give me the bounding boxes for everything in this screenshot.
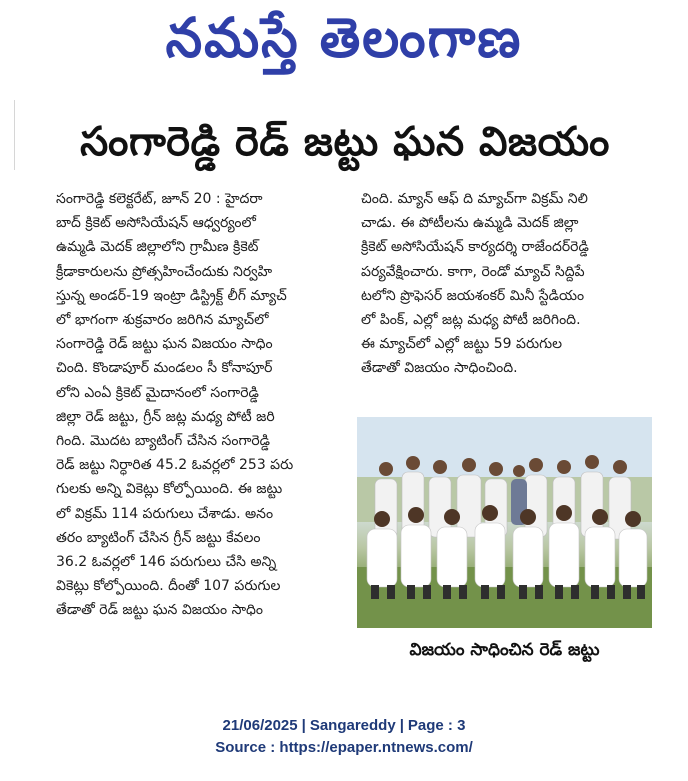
page-footer: [0, 715, 688, 759]
newspaper-masthead: [0, 0, 688, 90]
article-headline: [40, 112, 650, 182]
article-line: 36.2 ఓవర్లలో 146 పరుగులు చేసి అన్ని: [56, 554, 277, 571]
photo-caption: విజయం సాధించిన రెడ్ జట్టు: [409, 640, 600, 660]
footer-meta: [0, 715, 688, 737]
footer-page: Page : 3: [407, 717, 466, 734]
article-line: లో పింక్, ఎల్లో జట్ల మధ్య పోటీ జరిగింది.: [361, 312, 581, 329]
article-line: తరం బ్యాటింగ్ చేసిన గ్రీన్ జట్టు కేవలం: [56, 529, 261, 546]
footer-separator: |: [301, 717, 306, 734]
article-line: స్తున్న అండర్-19 ఇంట్రా డిస్ట్రిక్ట్ లీగ్ మ్యాచ్: [56, 287, 287, 304]
article-line: తేడాతో రెడ్ జట్టు ఘన విజయం సాధిం: [56, 602, 263, 619]
article-line: బాద్ క్రికెట్ అసోసియేషన్ ఆధ్వర్యంలో: [56, 215, 256, 232]
article-line: చింది. మ్యాన్ ఆఫ్ ది మ్యాచ్‌గా విక్రమ్ నిలి: [361, 191, 588, 207]
headline-text: సంగారెడ్డి రెడ్ జట్టు ఘన విజయం: [80, 119, 610, 165]
article-line: లోని ఎంఏ క్రికెట్ మైదానంలో సంగారెడ్డి: [56, 384, 259, 401]
article-line: చాడు. ఈ పోటీలను ఉమ్మడి మెదక్ జిల్లా: [361, 215, 579, 232]
article-line: లో విక్రమ్ 114 పరుగులు చేశాడు. అనం: [56, 505, 274, 522]
article-column-left: [56, 187, 346, 623]
article-line: సంగారెడ్డి రెడ్ జట్టు ఘన విజయం సాధిం: [56, 336, 273, 353]
article-line: క్రికెట్ అసోసియేషన్ కార్యదర్శి రాజేందర్‌రెడ్డి: [361, 239, 589, 256]
footer-source: Source : https://epaper.ntnews.com/: [215, 739, 473, 756]
article-line: సంగారెడ్డి కలెక్టరేట్, జూన్ 20 : హైదరా: [56, 191, 263, 207]
article-line: టలోని ప్రొఫెసర్ జయశంకర్ మినీ స్టేడియం: [361, 287, 585, 304]
footer-date: 21/06/2025: [222, 717, 298, 734]
column-divider: [14, 100, 15, 170]
team-photo: [357, 417, 652, 628]
article-line: రెడ్ జట్టు నిర్ధారిత 45.2 ఓవర్లలో 253 పరు: [56, 457, 294, 474]
footer-separator: |: [399, 717, 404, 734]
article-line: ఈ మ్యాచ్‌లో ఎల్లో జట్టు 59 పరుగుల: [361, 336, 563, 353]
article-line: తేడాతో విజయం సాధించింది.: [361, 360, 518, 377]
article-line: జిల్లా రెడ్ జట్టు, గ్రీన్ జట్ల మధ్య పోటీ జరి: [56, 408, 275, 425]
team-photo-illustration: [357, 417, 652, 628]
article-column-right: [361, 187, 661, 381]
footer-edition: Sangareddy: [309, 717, 396, 734]
article-line: పర్యవేక్షించారు. కాగా, రెండో మ్యాచ్ సిద్దిపే: [361, 263, 585, 280]
article-line: ఉమ్మడి మెదక్ జిల్లాలోని గ్రామీణ క్రికెట్: [56, 239, 259, 256]
article-line: వికెట్లు కోల్పోయింది. దీంతో 107 పరుగుల: [56, 578, 281, 595]
article-line: గింది. మొదట బ్యాటింగ్ చేసిన సంగారెడ్డి: [56, 433, 271, 450]
article-line: క్రీడాకారులను ప్రోత్సహించేందుకు నిర్వహి: [56, 263, 273, 280]
article-line: చింది. కొండాపూర్ మండలం సీ కోనాపూర్: [56, 360, 273, 377]
article-line: లో భాగంగా శుక్రవారం జరిగిన మ్యాచ్‌లో: [56, 312, 269, 329]
article-line: గులకు అన్ని వికెట్లు కోల్పోయింది. ఈ జట్టు: [56, 481, 283, 498]
masthead-title: నమస్తే తెలంగాణ: [165, 6, 523, 70]
